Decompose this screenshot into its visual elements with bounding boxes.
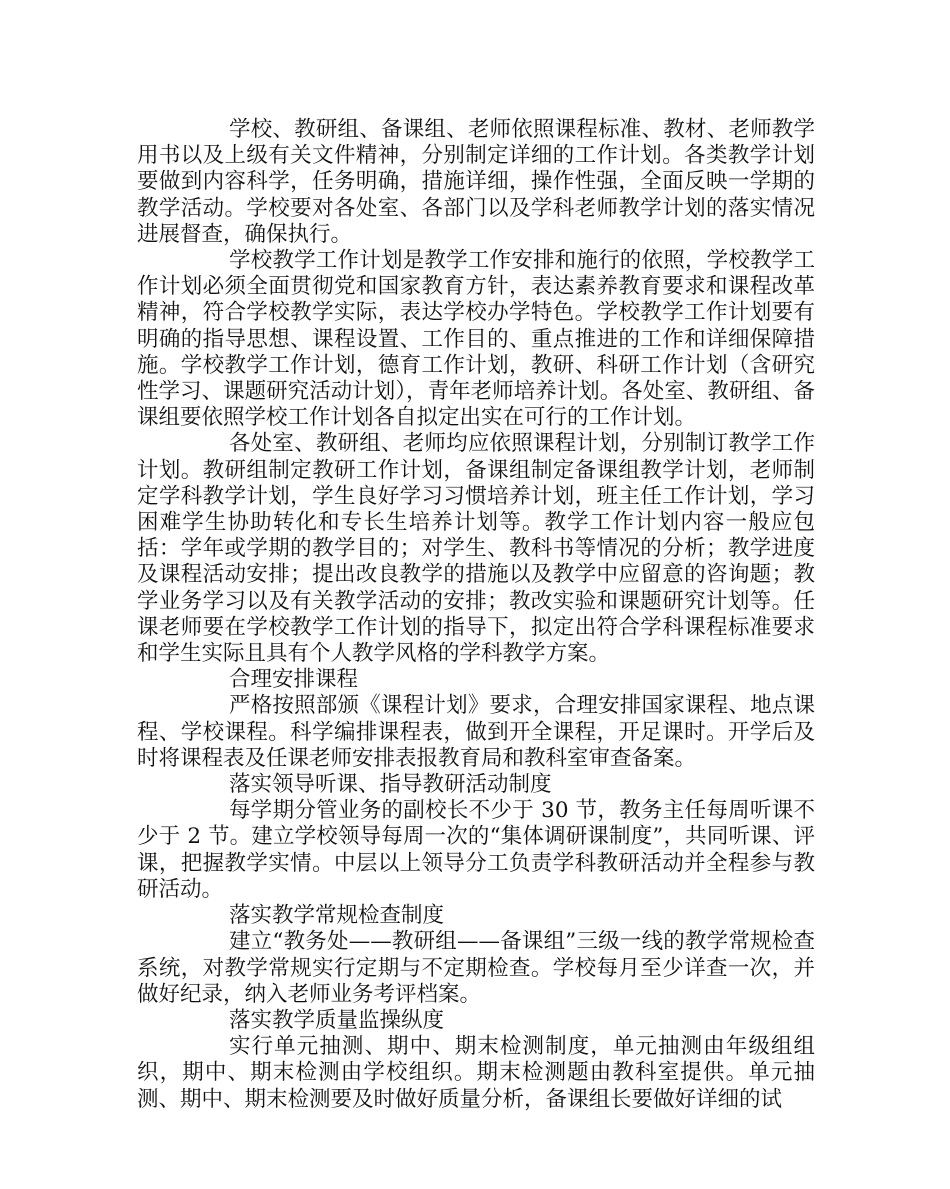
paragraph-leadership-observation: 每学期分管业务的副校长不少于 30 节，教务主任每周听课不少于 2 节。建立学校领导每周一次的“集体调研课制度”，共同听课、评课，把握教学实情。中层以上领导分工负责学科教研活动并全程参与教研活动。 — [137, 798, 815, 902]
section-heading-quality-monitoring: 落实教学质量监操纵度 — [229, 1007, 445, 1033]
paragraph-curriculum: 严格按照部颁《课程计划》要求，合理安排国家课程、地点课程、学校课程。科学编排课程表，做到开全课程，开足课时。开学后及时将课程表及任课老师安排表报教育局和教科室审查备案。 — [137, 693, 815, 771]
section-heading-leadership-observation: 落实领导听课、指导教研活动制度 — [229, 772, 552, 798]
document-body — [137, 117, 815, 1113]
paragraph-school-teaching-plan: 学校教学工作计划是教学工作安排和施行的依照，学校教学工作计划必须全面贯彻党和国家教育方针，表达素养教育要求和课程改革精神，符合学校教学实际，表达学校办学特色。学校教学工作计划要有明确的指导思想、课程设置、工作目的、重点推进的工作和详细保障措施。学校教学工作计划，德育工作计划，教研、科研工作计划（含研究性学习、课题研究活动计划），青年老师培养计划。各处室、教研组、备课组要依照学校工作计划各自拟定出实在可行的工作计划。 — [137, 248, 815, 431]
section-heading-routine-inspection: 落实教学常规检查制度 — [229, 903, 445, 929]
section-heading-curriculum: 合理安排课程 — [229, 667, 359, 693]
paragraph-teaching-plans: 学校、教研组、备课组、老师依照课程标准、教材、老师教学用书以及上级有关文件精神，分别制定详细的工作计划。各类教学计划要做到内容科学，任务明确，措施详细，操作性强，全面反映一学期的教学活动。学校要对各处室、各部门以及学科老师教学计划的落实情况进展督查，确保执行。 — [137, 117, 815, 247]
paragraph-routine-inspection: 建立“教务处——教研组——备课组”三级一线的教学常规检查系统，对教学常规实行定期与不定期检查。学校每月至少详查一次，并做好纪录，纳入老师业务考评档案。 — [137, 929, 815, 1007]
paragraph-department-plans: 各处室、教研组、老师均应依照课程计划，分别制订教学工作计划。教研组制定教研工作计划，备课组制定备课组教学计划，老师制定学科教学计划，学生良好学习习惯培养计划，班主任工作计划，学习困难学生协助转化和专长生培养计划等。教学工作计划内容一般应包括：学年或学期的教学目的；对学生、教科书等情况的分析；教学进度及课程活动安排；提出改良教学的措施以及教学中应留意的咨询题；教学业务学习以及有关教学活动的安排；教改实验和课题研究计划等。任课老师要在学校教学工作计划的指导下，拟定出符合学科课程标准要求和学生实际且具有个人教学风格的学科教学方案。 — [137, 431, 815, 667]
paragraph-quality-monitoring: 实行单元抽测、期中、期末检测制度，单元抽测由年级组组织，期中、期末检测由学校组织。期末检测题由教科室提供。单元抽测、期中、期末检测要及时做好质量分析，备课组长要做好详细的试 — [137, 1034, 815, 1112]
